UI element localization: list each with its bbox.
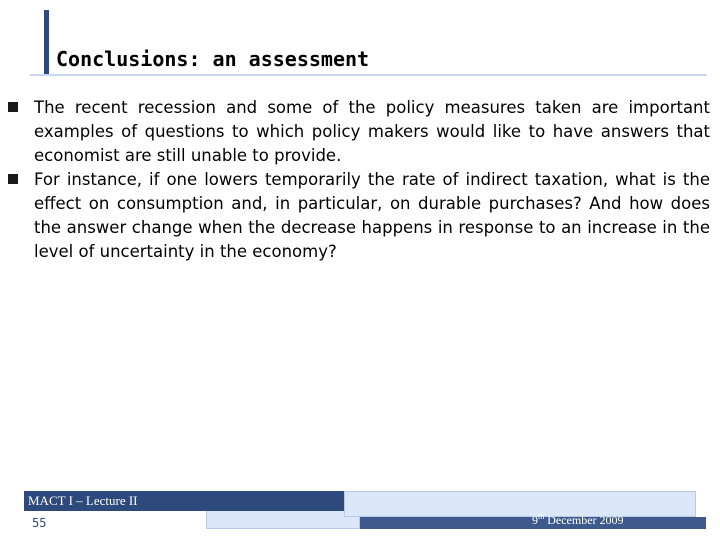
footer-course-label: MACT I – Lecture II [28,493,138,508]
title-accent-bar [44,10,49,76]
footer-date-suffix: th [538,512,545,521]
page-number: 55 [32,516,47,530]
bullet-item [8,96,710,168]
footer-date [532,513,624,527]
square-bullet-icon [8,102,18,112]
bullet-list [8,96,710,264]
footer-date-rest: December 2009 [544,513,624,527]
slide-title: Conclusions: an assessment [56,47,370,71]
square-bullet-icon [8,174,18,184]
footer-light-panel-upper [344,491,696,517]
bullet-text: The recent recession and some of the policy measures taken are important examples of questions to which policy makers would like to have answers that economist are still unable to provide. [34,98,710,165]
title-underline [30,74,707,76]
bullet-item [8,168,710,264]
footer-date-day: 9 [532,513,538,527]
bullet-text: For instance, if one lowers temporarily the rate of indirect taxation, what is the effect on consumption and, in particular, on durable purchases? And how does the answer change when the decrease happens in response to an increase in the level of uncertainty in the economy? [34,170,710,261]
